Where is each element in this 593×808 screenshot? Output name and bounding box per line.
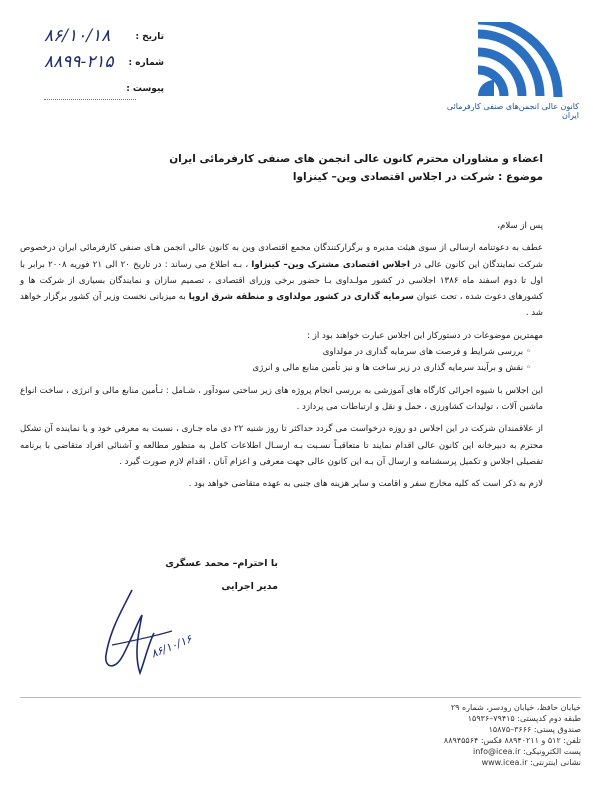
p1-event-name: اجلاس اقتصادی مشترک وین– کینزاوا — [251, 259, 410, 270]
paragraph-workshops: این اجلاس با شیوه اجرائی کارگاه های آموزشی به بررسی انجام پروژه های زیر ساختی سودآور ، شـامل : تـأمین منابع مالی و انرژی ، ساخت انواع ماشین آلات ، تولیدات کشاورزی ، حمل و نقل و ارتباطات می پردازد . — [20, 385, 543, 412]
addressee-line: اعضاء و مشاوران محترم کانون عالی انجمن های صنفی کارفرمائی ایران — [169, 153, 543, 165]
date-value: ۸۶/۱۰/۱۸ — [44, 26, 111, 46]
p1-event-title: سرمایه گذاری در کشور مولداوی و منطقه شرق اروپا — [188, 292, 414, 303]
email-address: info@icea.ir — [472, 747, 521, 756]
footer-address: خیابان حافظ، خیابان رودسر، شماره ۲۹ — [450, 703, 581, 712]
logo-caption: کانون عالی انجمن‌های صنفی کارفرمائی ایران — [446, 102, 579, 120]
p1-part-a: عطف به دعوتنامه ارسالی از سوی هیئت مدیره و برگزارکنندگان مجمع اقتصادی وین به کانون عالی انجمن هـای صنفی کارفرمائی ایران درخصوص شرکت نمایندگان این کانون عالی در — [20, 243, 543, 270]
number-row — [44, 52, 164, 78]
date-row — [44, 26, 164, 52]
greeting: پس از سلام، — [497, 221, 543, 231]
organization-logo — [446, 22, 579, 122]
attachment-label: پیوست : — [126, 84, 164, 94]
signature-title: مدیر اجرایی — [221, 581, 278, 592]
footer-divider — [20, 697, 581, 698]
paragraph-costs: لازم به ذکر است که کلیه مخارج سفر و اقامت و سایر هزینه های جنبی به عهده متقاضی خواهد بود . — [188, 479, 543, 490]
p1-part-c: به میزبانی نخست وزیر آن کشور برگزار خواهد شد . — [20, 292, 543, 319]
signal-arcs-icon — [474, 22, 569, 100]
attachment-row — [44, 78, 164, 104]
attachment-line — [44, 99, 136, 100]
number-label: شماره : — [128, 58, 164, 68]
topics-intro: مهمترین موضوعات در دستورکار این اجلاس عبارت خواهند بود از : — [307, 330, 543, 341]
list-item: ◦ نقش و برآیند سرمایه گذاری در زیر ساخت ها و نیز تأمین منابع مالی و انرژی — [20, 360, 531, 376]
number-value: ۸۸۹۹-۲۱۵ — [44, 52, 114, 72]
paragraph-registration: از علاقمندان شرکت در این اجلاس دو روزه درخواست می گردد حداکثر تا روز شنبه ۲۲ دی ماه جـاری ، نسبت به معرفی خود و یا نماینده آن تشکل محترم به دبیرخانه این کانون عالی اقدام نمایند تا متعاقبـاً نسـبت بـه ارسـال اطلاعات کامل به منظور مطالعه و آشنائی افراد متقاضی با برنامه تفصیلی اجلاس و تکمیل پرسشنامه و ارسال آن بـه این کانون عالی جهت معرفی و اعزام آنان ، اقدام لازم صورت گیرد . — [20, 424, 544, 467]
footer-web-row — [391, 757, 581, 768]
letter-meta — [44, 26, 164, 104]
paragraph-invitation — [20, 240, 543, 321]
footer-contact — [391, 702, 581, 768]
subject-line: موضوع : شرکت در اجلاس اقتصادی وین– کینزاوا — [292, 171, 543, 183]
addressee-block — [20, 153, 543, 189]
p1-part-b: ، بـه اطلاع می رساند : در تاریخ ۲۰ الی ۲۱ فوریه ۲۰۰۸ برابر با اول تا دوم اسفند ماه ۱۳۸۶ اجلاسی در کشور مولـداوی بـا حضور برخی وزرای اقتصادی ، تصمیم سازان و نمایندگان بسیاری از شرکت ها و کشورهای دعوت شده ، تحت عنوان — [20, 259, 543, 303]
topics-list — [20, 344, 543, 377]
footer-floor-postal: طبقه دوم کدپستی: ۷۹۴۱۵–۱۵۹۳۶ — [467, 714, 581, 723]
signature-closing: با احترام– محمد عسگری — [165, 558, 278, 569]
web-address: www.icea.ir — [481, 758, 528, 767]
list-item: ◦ بررسی شرایط و فرصت های سرمایه گذاری در مولداوی — [20, 344, 531, 360]
email-label: پست الکترونیکی: — [523, 747, 581, 756]
date-label: تاریخ : — [135, 32, 164, 42]
footer-email-row — [391, 746, 581, 757]
handwritten-date: ۸۶/۱۰/۱۶ — [149, 632, 194, 661]
letter-body — [20, 218, 543, 498]
footer-phone-fax: تلفن: ۵۱۲ و ۸۸۹۴۰۲۱۱ فکس: ۸۸۹۴۵۵۶۴ — [443, 736, 581, 745]
footer-po-box: صندوق پستی: ۳۶۶۶–۱۵۸۷۵ — [488, 725, 581, 734]
web-label: نشانی اینترنتی: — [530, 758, 581, 767]
